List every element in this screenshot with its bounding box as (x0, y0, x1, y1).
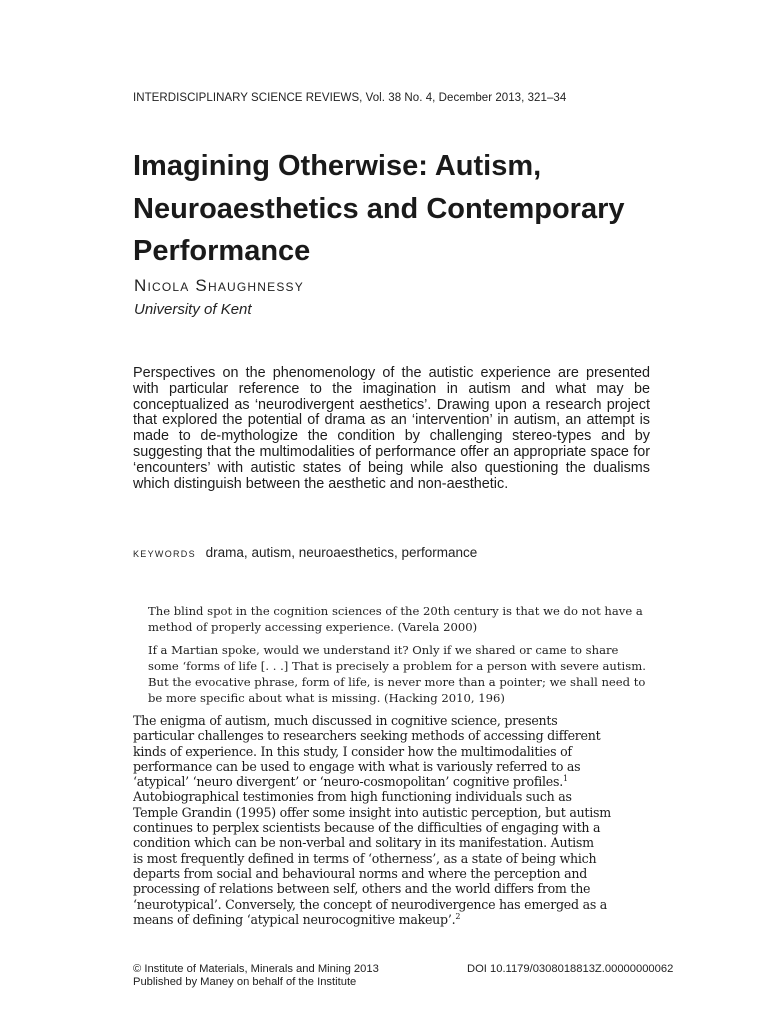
footnote-mark[interactable]: 2 (455, 911, 461, 921)
author-name: Nicola Shaughnessy (134, 276, 304, 295)
publisher-line: Published by Maney on behalf of the Institute (133, 976, 357, 988)
journal-header: INTERDISCIPLINARY SCIENCE REVIEWS, Vol. 38 No. 4, December 2013, 321–34 (133, 92, 567, 104)
body-line: is most frequently defined in terms of ‘otherness’, as a state of being which (133, 850, 597, 866)
body-line: departs from social and behavioural norms and where the perception and (133, 865, 588, 881)
footer-doi[interactable]: DOI 10.1179/0308018813Z.00000000062 (467, 963, 674, 975)
body-line: The enigma of autism, much discussed in cognitive science, presents (133, 713, 558, 728)
body-line: kinds of experience. In this study, I consider how the multimodalities of (133, 743, 572, 759)
footer-copyright (133, 963, 379, 989)
body-line: particular challenges to researchers seeking methods of accessing different (133, 728, 601, 744)
epigraph-varela: The blind spot in the cognition sciences of the 20th century is that we do not have a method of properly accessing experience. (Varela 2000) (148, 604, 643, 634)
article-title: Imagining Otherwise: Autism, Neuroaesthetics and Contemporary Performance (133, 150, 625, 267)
body-line: Autobiographical testimonies from high functioning individuals such as (133, 789, 572, 805)
keywords-label: keywords (133, 545, 196, 560)
copyright-line: © Institute of Materials, Minerals and Mining 2013 (133, 963, 379, 975)
body-line: Temple Grandin (1995) offer some insight into autistic perception, but autism (133, 804, 611, 820)
body-line: processing of relations between self, others and the world differs from the (133, 881, 591, 897)
keywords-line (133, 545, 477, 560)
body-line: ‘atypical’ ‘neuro divergent’ or ‘neuro-cosmopolitan’ cognitive profiles.$^1$ (133, 774, 568, 790)
abstract: Perspectives on the phenomenology of the autistic experience are presented with particular reference to the imagination in autism and what may be conceptualized as ‘neurodivergent aesthetics’. Drawing upon a research project that explored the potential of drama as an ‘intervention’ in autism, an attempt is made to de-mythologize the condition by challenging stereo-types and by suggesting that the multimodalities of performance offer an appropriate space for ‘encounters’ with autistic states of being while also questioning the dualisms which distinguish between the aesthetic and non-aesthetic. (133, 365, 650, 492)
body-line: continues to perplex scientists because of the difficulties of engaging with a (133, 820, 601, 836)
body-line: performance can be used to engage with what is variously referred to as (133, 758, 581, 774)
footnote-mark[interactable]: 1 (562, 774, 568, 784)
epigraph-hacking: If a Martian spoke, would we understand it? Only if we shared or came to share some ‘forms of life [. . .] That is precisely a problem for a person with severe autism. But the evocative phrase, form of life, is never more than a pointer; we shall need to be more specific about what is missing. (Hacking 2010, 196) (148, 643, 646, 705)
body-line: condition which can be non-verbal and solitary in its manifestation. Autism (133, 835, 594, 851)
body-line: means of defining ‘atypical neurocognitive makeup’.$^2$ (133, 911, 461, 927)
keywords-text: drama, autism, neuroaesthetics, performance (205, 545, 478, 560)
body-paragraph (133, 713, 681, 927)
author-affiliation: University of Kent (134, 301, 252, 318)
body-line: ‘neurotypical’. Conversely, the concept of neurodivergence has emerged as a (133, 896, 608, 912)
